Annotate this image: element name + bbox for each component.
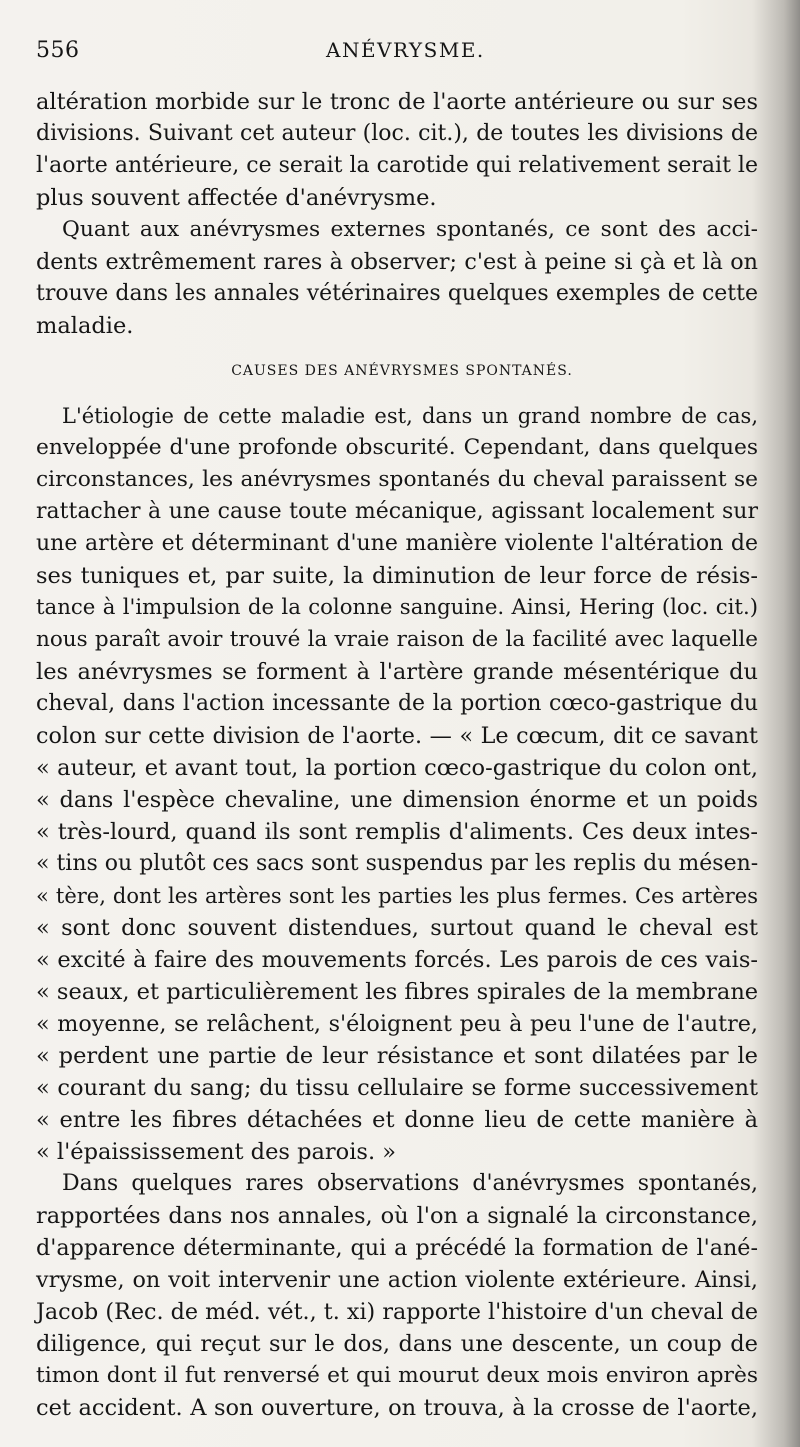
page-header xyxy=(36,34,756,74)
text-line: dents extrêmement rares à observer; c'est à peine si çà et là on xyxy=(36,249,758,275)
page-number: 556 xyxy=(36,38,80,63)
text-line: les anévrysmes se forment à l'artère grande mésentérique du xyxy=(36,659,758,685)
text-line: Quant aux anévrysmes externes spontanés, ce sont des acci- xyxy=(62,217,758,242)
text-line: « excité à faire des mouvements forcés. Les parois de ces vais- xyxy=(36,947,758,973)
text-line: « seaux, et particulièrement les fibres spirales de la membrane xyxy=(36,979,759,1005)
text-line: tance à l'impulsion de la colonne sanguine. Ainsi, Hering (loc. cit.) xyxy=(36,595,758,620)
text-line: divisions. Suivant cet auteur (loc. cit.), de toutes les divisions de xyxy=(36,121,758,146)
text-line: « sont donc souvent distendues, surtout quand le cheval est xyxy=(36,915,758,941)
text-line: « courant du sang; du tissu cellulaire se forme successivement xyxy=(36,1075,758,1101)
text-line: l'aorte antérieure, ce serait la carotide qui relativement serait le xyxy=(36,153,758,178)
text-line: « auteur, et avant tout, la portion cœco-gastrique du colon ont, xyxy=(36,755,758,781)
text-line: cheval, dans l'action incessante de la portion cœco-gastrique du xyxy=(36,691,758,716)
text-line: Jacob (Rec. de méd. vét., t. xi) rapporte l'histoire d'un cheval de xyxy=(36,1299,758,1325)
text-line: rapportées dans nos annales, où l'on a signalé la circonstance, xyxy=(36,1203,758,1229)
text-line: trouve dans les annales vétérinaires quelques exemples de cette xyxy=(36,281,758,306)
text-line: « tère, dont les artères sont les parties les plus fermes. Ces artères xyxy=(36,884,758,908)
paragraph-4 xyxy=(36,1168,758,1424)
text-line: « l'épaississement des parois. » xyxy=(36,1139,397,1165)
text-line: « tins ou plutôt ces sacs sont suspendus par les replis du mésen- xyxy=(36,851,759,876)
text-line: « entre les fibres détachées et donne lieu de cette manière à xyxy=(36,1107,758,1133)
text-line: plus souvent affectée d'anévrysme. xyxy=(36,185,437,211)
text-line: circonstances, les anévrysmes spontanés du cheval paraissent se xyxy=(36,467,758,492)
text-line: enveloppée d'une profonde obscurité. Cependant, dans quelques xyxy=(36,435,758,460)
running-title: ANÉVRYSME. xyxy=(326,38,485,62)
section-heading: CAUSES DES ANÉVRYSMES SPONTANÉS. xyxy=(231,363,573,379)
text-line: une artère et déterminant d'une manière violente l'altération de xyxy=(36,531,758,556)
text-line: rattacher à une cause toute mécanique, agissant localement sur xyxy=(36,499,758,524)
paragraph-3 xyxy=(36,400,758,1168)
text-line: timon dont il fut renversé et qui mourut deux mois environ après xyxy=(36,1363,758,1388)
text-line: « moyenne, se relâchent, s'éloignent peu à peu l'une de l'autre, xyxy=(36,1011,758,1037)
text-line: « très-lourd, quand ils sont remplis d'aliments. Ces deux intes- xyxy=(36,819,758,845)
text-line: cet accident. A son ouverture, on trouva, à la crosse de l'aorte, xyxy=(36,1395,758,1421)
text-line: vrysme, on voit intervenir une action violente extérieure. Ainsi, xyxy=(36,1267,758,1293)
text-line: colon sur cette division de l'aorte. — « Le cœcum, dit ce savant xyxy=(36,723,758,749)
text-line: maladie. xyxy=(36,313,134,339)
text-line: « dans l'espèce chevaline, une dimension énorme et un poids xyxy=(36,787,758,813)
paragraph-2 xyxy=(36,214,758,342)
page-body xyxy=(36,86,758,1424)
text-line: altération morbide sur le tronc de l'aorte antérieure ou sur ses xyxy=(36,89,758,115)
text-line: « perdent une partie de leur résistance et sont dilatées par le xyxy=(36,1043,758,1069)
text-line: diligence, qui reçut sur le dos, dans une descente, un coup de xyxy=(36,1331,758,1357)
text-line: d'apparence déterminante, qui a précédé la formation de l'ané- xyxy=(36,1235,758,1261)
text-line: nous paraît avoir trouvé la vraie raison de la facilité avec laquelle xyxy=(36,627,758,652)
text-line: Dans quelques rares observations d'anévrysmes spontanés, xyxy=(62,1171,758,1196)
text-line: ses tuniques et, par suite, la diminution de leur force de résis- xyxy=(36,563,758,589)
paragraph-1 xyxy=(36,86,758,214)
text-line: L'étiologie de cette maladie est, dans un grand nombre de cas, xyxy=(62,404,758,428)
